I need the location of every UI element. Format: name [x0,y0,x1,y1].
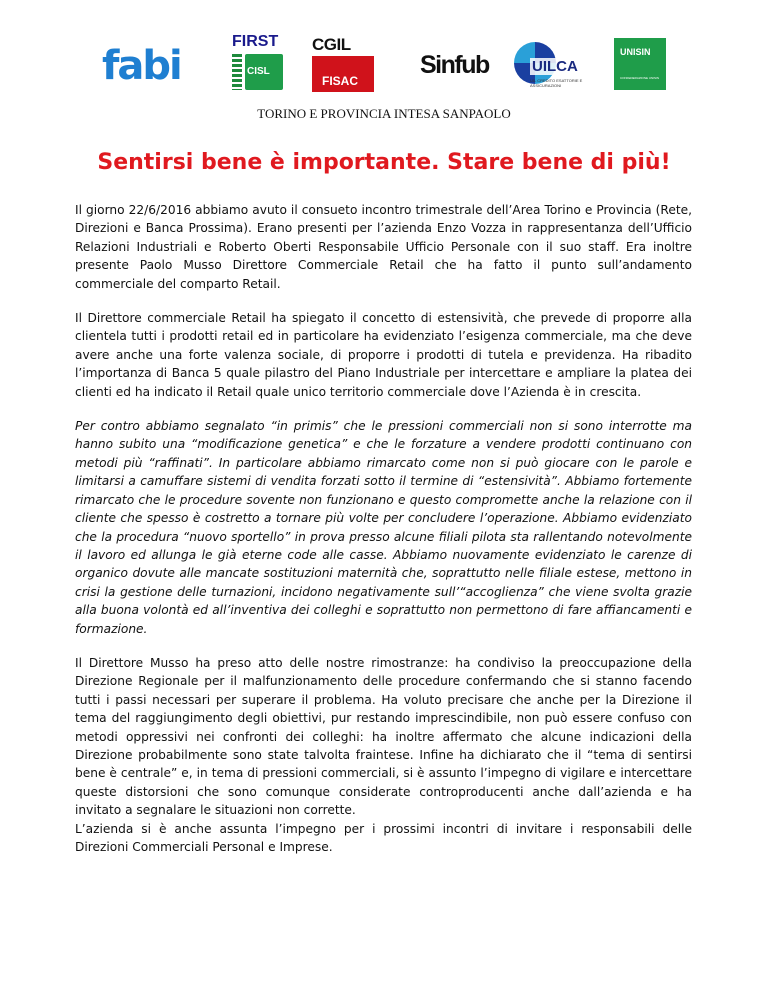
fisac-logo-box [312,56,374,92]
paragraph-director-response: Il Direttore Musso ha preso atto delle nostre rimostranze: ha condiviso la preoccupazione della Direzione Regionale per il malfunzionamento delle procedure confermando che si stanno facendo tutti i passi necessari per superare il problema. Ha voluto precisare che anche per la Direzione il tema del raggiungimento degli obiettivi, pur restando imprescindibile, non può essere confuso con metodi oppressivi nei confronti dei colleghi: ha inoltre affermato che alcune indicazioni della Direzione probabilmente sono state talvolta fraintese. Infine ha dichiarato che il “tema di sentirsi bene è centrale” e, in tema di pressioni commerciali, si è assunto l’impegno di vigilare e intercettare queste distorsioni che sono comunque considerate controproducenti anche dall’azienda e ha invitato a segnalare le situazioni non corrette. [75,655,692,818]
unisin-logo-subtext: CONFEDERAZIONE UNISIN [620,76,660,80]
first-cisl-logo [232,34,284,90]
cgil-logo-text: CGIL [312,35,351,54]
document-body [75,201,692,872]
union-logos [0,30,768,100]
document-subtitle: TORINO E PROVINCIA INTESA SANPAOLO [257,106,511,121]
first-logo-stripes [232,54,242,90]
paragraph-meeting: Il giorno 22/6/2016 abbiamo avuto il consueto incontro trimestrale dell’Area Torino e Provincia (Rete, Direzioni e Banca Prossima). Erano presenti per l’azienda Enzo Vozza in rappresentanza dell’Ufficio Relazioni Industriali e Roberto Oberti Responsabile Ufficio Personale con il suo staff. Era inoltre presente Paolo Musso Direttore Commerciale Retail che ha fatto il punto sull’andamento commerciale del comparto Retail. [75,203,692,291]
paragraph-commitment: L’azienda si è anche assunta l’impegno per i prossimi incontri di invitare i responsabili delle Direzioni Commerciali Personal e Imprese. [75,821,692,854]
cisl-logo-box [245,54,283,90]
paragraph-retail-director: Il Direttore commerciale Retail ha spiegato il concetto di estensività, che prevede di proporre alla clientela tutti i prodotti retail ed in particolare ha evidenziato l’esigenza commerciale, ma che deve avere anche una forte valenza sociale, di proporre i prodotti di tutela e previdenza. Ha ribadito l’importanza di Banca 5 quale pilastro del Piano Industriale per intercettare e ampliare la platea dei clienti ed ha indicato il Retail quale unico territorio commerciale dove l’Azienda è in crescita. [75,311,692,399]
document-title: Sentirsi bene è importante. Stare bene di più! [97,150,671,175]
cgil-fisac-logo [312,36,374,92]
sinfub-logo: Sinfub [420,51,489,79]
fabi-logo: fabi [102,43,181,89]
unisin-logo-text: UNISIN [620,47,651,57]
uilca-logo-text: UILCA [532,58,578,75]
unisin-logo [614,38,666,90]
first-logo-text: FIRST [232,33,279,50]
paragraph-union-concerns: Per contro abbiamo segnalato “in primis” che le pressioni commerciali non si sono interrotte ma hanno subito una “modificazione genetica” e che le forzature a vendere prodotti continuano con metodi più “raffinati”. In particolare abbiamo rimarcato come non si può giocare con le parole e limitarsi a camuffare sistemi di vendita forzati sotto il termine di “estensività”. Abbiamo fortemente rimarcato che le procedure sovente non funzionano e questo compromette anche la relazione con il cliente che spesso è costretto a tornare più volte per concludere l’operazione. Abbiamo evidenziato che la procedura “nuovo sportello” in prova presso alcune filiali pilota sta rallentando notevolmente il lavoro ed allunga le già eterne code alle casse. Abbiamo nuovamente evidenziato le carenze di organico dovute alle mancate sostituzioni maternità che, soprattutto nelle filiale estese, mettono in crisi la gestione delle turnazioni, incidono negativamente sull’“accoglienza” che viene svolta grazie alla buona volontà ed all’inventiva dei colleghi e soprattutto non permettono di fare affiancamenti e formazione. [75,419,692,636]
uilca-logo [514,42,588,96]
fisac-logo-text: FISAC [322,74,358,88]
uilca-logo-subtext: UIL CREDITO ESATTORIE E ASSICURAZIONI [530,78,583,88]
cisl-logo-text: CISL [247,66,270,77]
